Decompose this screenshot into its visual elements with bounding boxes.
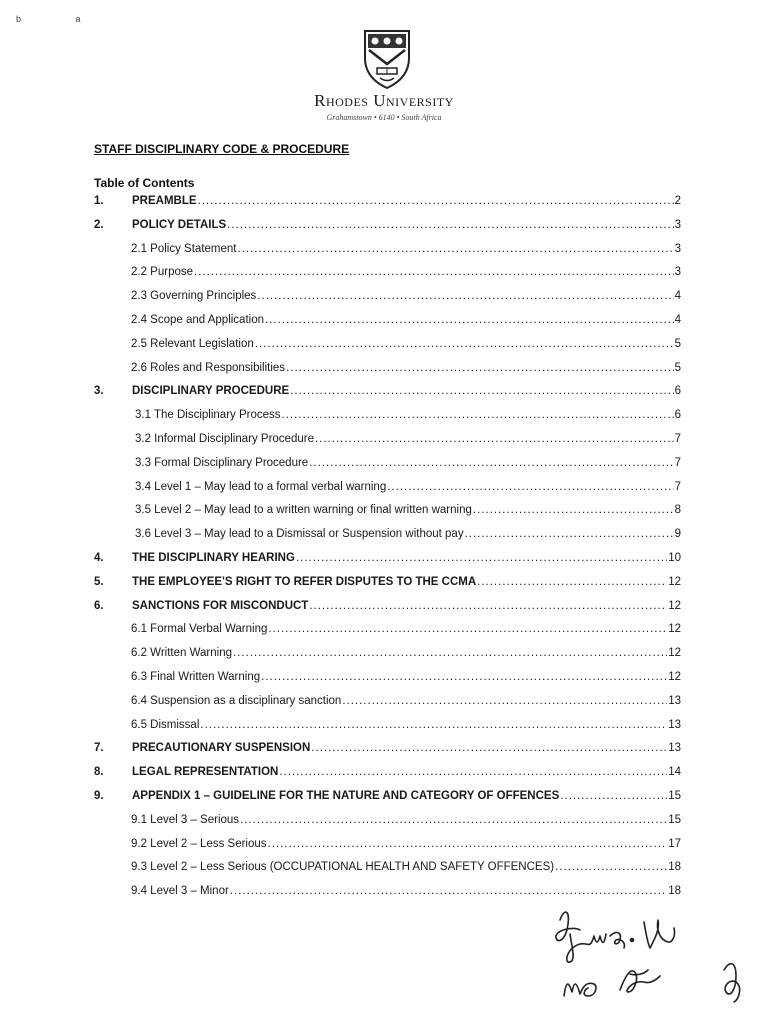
toc-entry: [135, 502, 681, 518]
toc-dot-leader: [387, 479, 673, 495]
toc-page-number: 12: [668, 599, 681, 612]
toc-page-number: 2: [674, 195, 681, 207]
toc-entry: [131, 241, 681, 257]
toc-dot-leader: [555, 859, 667, 875]
toc-dot-leader: [268, 621, 667, 637]
toc-row: [0, 455, 681, 471]
toc-section-number: 3.: [94, 385, 104, 398]
toc-entry: [131, 312, 681, 328]
university-name: Rhodes University: [314, 91, 454, 110]
handwritten-signatures: [540, 900, 768, 1020]
toc-row: [0, 764, 681, 780]
toc-dot-leader: [296, 550, 667, 566]
toc-page-number: 9: [674, 528, 681, 541]
toc-entry-title: 6.3 Final Written Warning: [131, 671, 261, 683]
toc-row: [0, 193, 681, 209]
toc-dot-leader: [279, 764, 667, 780]
toc-heading: Table of Contents: [94, 176, 195, 190]
toc-entry-title: POLICY DETAILS: [132, 218, 227, 231]
toc-entry-title: APPENDIX 1 – GUIDELINE FOR THE NATURE AND CATEGORY OF OFFENCES: [132, 790, 560, 802]
toc-section-number: 8.: [94, 766, 104, 779]
toc-entry-title: 6.2 Written Warning: [131, 647, 232, 660]
toc-page-number: 5: [674, 361, 681, 374]
toc-section-number: 2.: [94, 218, 104, 231]
toc-entry-title: 9.1 Level 3 – Serious: [131, 813, 240, 826]
toc-page-number: 3: [674, 218, 681, 231]
toc-page-number: 5: [674, 337, 681, 350]
toc-entry-title: 3.5 Level 2 – May lead to a written warning or final written warning: [135, 504, 472, 517]
toc-entry-title: 6.4 Suspension as a disciplinary sanction: [131, 694, 342, 707]
toc-dot-leader: [261, 669, 667, 685]
toc-page-number: 7: [674, 433, 681, 445]
toc-page-number: 3: [674, 242, 681, 255]
toc-row: [0, 360, 681, 376]
toc-entry-title: PREAMBLE: [132, 195, 197, 207]
toc-section-number: 5.: [94, 575, 104, 588]
toc-dot-leader: [233, 645, 667, 661]
toc-entry: [132, 550, 681, 566]
toc-row: [0, 788, 681, 804]
toc-dot-leader: [465, 526, 674, 542]
toc-page-number: 13: [668, 718, 681, 731]
toc-entry: [131, 645, 681, 661]
toc-dot-leader: [560, 788, 667, 804]
toc-row: [0, 836, 681, 852]
toc-entry-title: 2.3 Governing Principles: [131, 290, 257, 303]
toc-entry: [131, 288, 681, 304]
toc-entry: [132, 193, 681, 209]
toc-section-number: 7.: [94, 742, 104, 755]
toc-entry-title: 6.1 Formal Verbal Warning: [131, 623, 268, 636]
toc-row: [0, 693, 681, 709]
toc-row: [0, 431, 681, 447]
toc-row: [0, 479, 681, 495]
toc-row: [0, 264, 681, 280]
toc-entry: [135, 455, 681, 471]
toc-entry-title: DISCIPLINARY PROCEDURE: [132, 385, 290, 398]
toc-page-number: 15: [668, 813, 681, 826]
toc-row: [0, 502, 681, 518]
toc-dot-leader: [265, 312, 674, 328]
toc-page-number: 6: [674, 409, 681, 422]
toc-dot-leader: [342, 693, 667, 709]
toc-page-number: 18: [668, 885, 681, 898]
toc-entry-title: THE EMPLOYEE'S RIGHT TO REFER DISPUTES TO THE CCMA: [132, 575, 477, 588]
toc-dot-leader: [309, 455, 673, 471]
toc-page-number: 12: [668, 575, 681, 588]
toc-entry-title: 3.2 Informal Disciplinary Procedure: [135, 433, 314, 445]
toc-entry: [131, 836, 681, 852]
university-crest-icon: [362, 28, 412, 90]
toc-row: [0, 740, 681, 756]
toc-dot-leader: [286, 360, 674, 376]
toc-entry: [131, 812, 681, 828]
toc-dot-leader: [257, 288, 673, 304]
toc-dot-leader: [315, 431, 674, 447]
toc-entry: [135, 431, 681, 447]
toc-entry-title: 3.6 Level 3 – May lead to a Dismissal or Suspension without pay: [135, 528, 464, 541]
toc-page-number: 12: [668, 671, 681, 683]
toc-dot-leader: [194, 264, 674, 280]
toc-row: [0, 645, 681, 661]
toc-dot-leader: [473, 502, 674, 518]
toc-entry-title: LEGAL REPRESENTATION: [132, 766, 279, 779]
toc-entry-title: 3.4 Level 1 – May lead to a formal verbal warning: [135, 480, 387, 493]
toc-row: [0, 574, 681, 590]
toc-entry-title: 9.3 Level 2 – Less Serious (OCCUPATIONAL HEALTH AND SAFETY OFFENCES): [131, 861, 555, 874]
toc-row: [0, 217, 681, 233]
toc-dot-leader: [311, 740, 667, 756]
toc-row: [0, 883, 681, 899]
toc-dot-leader: [200, 717, 667, 733]
toc-page-number: 12: [668, 647, 681, 660]
scan-corner-marks: b a: [16, 14, 107, 24]
toc-entry: [131, 669, 681, 685]
toc-entry: [131, 621, 681, 637]
toc-page-number: 14: [668, 766, 681, 779]
toc-entry-title: SANCTIONS FOR MISCONDUCT: [132, 599, 309, 612]
toc-entry: [132, 217, 681, 233]
toc-entry: [132, 598, 681, 614]
toc-dot-leader: [282, 407, 674, 423]
toc-entry: [135, 526, 681, 542]
toc-entry-title: 6.5 Dismissal: [131, 718, 200, 731]
toc-row: [0, 383, 681, 399]
toc-dot-leader: [477, 574, 667, 590]
toc-dot-leader: [237, 241, 673, 257]
toc-entry: [131, 717, 681, 733]
toc-entry-title: 2.5 Relevant Legislation: [131, 337, 254, 350]
toc-dot-leader: [240, 812, 667, 828]
toc-entry: [135, 407, 681, 423]
toc-entry-title: 2.6 Roles and Responsibilities: [131, 361, 286, 374]
toc-row: [0, 812, 681, 828]
toc-entry-title: 2.1 Policy Statement: [131, 242, 237, 255]
toc-row: [0, 669, 681, 685]
toc-dot-leader: [227, 217, 673, 233]
toc-entry: [132, 574, 681, 590]
toc-entry: [131, 360, 681, 376]
toc-row: [0, 312, 681, 328]
toc-dot-leader: [290, 383, 673, 399]
toc-section-number: 1.: [94, 195, 104, 207]
document-title: STAFF DISCIPLINARY CODE & PROCEDURE: [94, 142, 350, 156]
toc-page-number: 4: [674, 290, 681, 303]
toc-entry-title: 2.2 Purpose: [131, 266, 194, 279]
toc-dot-leader: [230, 883, 667, 899]
toc-row: [0, 859, 681, 875]
toc-dot-leader: [309, 598, 667, 614]
toc-row: [0, 241, 681, 257]
toc-entry-title: THE DISCIPLINARY HEARING: [132, 552, 295, 564]
toc-page-number: 7: [674, 456, 681, 469]
toc-section-number: 6.: [94, 599, 104, 612]
toc-entry: [132, 788, 681, 804]
toc-entry-title: 3.3 Formal Disciplinary Procedure: [135, 456, 309, 469]
toc-page-number: 4: [674, 314, 681, 326]
toc-page-number: 18: [668, 861, 681, 874]
toc-entry: [131, 859, 681, 875]
toc-page-number: 3: [674, 266, 681, 279]
university-location: Grahamstown • 6140 • South Africa: [326, 113, 442, 122]
toc-entry-title: 9.4 Level 3 – Minor: [131, 885, 229, 898]
toc-entry-title: 2.4 Scope and Application: [131, 314, 264, 326]
toc-row: [0, 526, 681, 542]
toc-row: [0, 288, 681, 304]
toc-page-number: 13: [668, 694, 681, 707]
toc-entry: [132, 764, 681, 780]
toc-row: [0, 621, 681, 637]
toc-entry: [132, 383, 681, 399]
toc-entry: [135, 479, 681, 495]
toc-entry: [132, 740, 681, 756]
toc-row: [0, 717, 681, 733]
toc-dot-leader: [255, 336, 674, 352]
toc-row: [0, 598, 681, 614]
toc-entry-title: PRECAUTIONARY SUSPENSION: [132, 742, 311, 755]
toc-page-number: 6: [674, 385, 681, 398]
toc-entry: [131, 264, 681, 280]
toc-page-number: 8: [674, 504, 681, 517]
toc-page-number: 7: [674, 480, 681, 493]
toc-row: [0, 407, 681, 423]
toc-entry: [131, 883, 681, 899]
toc-section-number: 4.: [94, 552, 104, 564]
toc-page-number: 10: [668, 552, 681, 564]
toc-section-number: 9.: [94, 790, 104, 802]
toc-entry-title: 3.1 The Disciplinary Process: [135, 409, 281, 422]
toc-row: [0, 336, 681, 352]
toc-dot-leader: [268, 836, 668, 852]
toc-dot-leader: [198, 193, 674, 209]
toc-entry: [131, 693, 681, 709]
toc-page-number: 17: [668, 837, 681, 850]
toc-row: [0, 550, 681, 566]
toc-page-number: 12: [668, 623, 681, 636]
toc-entry: [131, 336, 681, 352]
toc-page-number: 13: [668, 742, 681, 755]
toc-page-number: 15: [668, 790, 681, 802]
toc-entry-title: 9.2 Level 2 – Less Serious: [131, 837, 267, 850]
